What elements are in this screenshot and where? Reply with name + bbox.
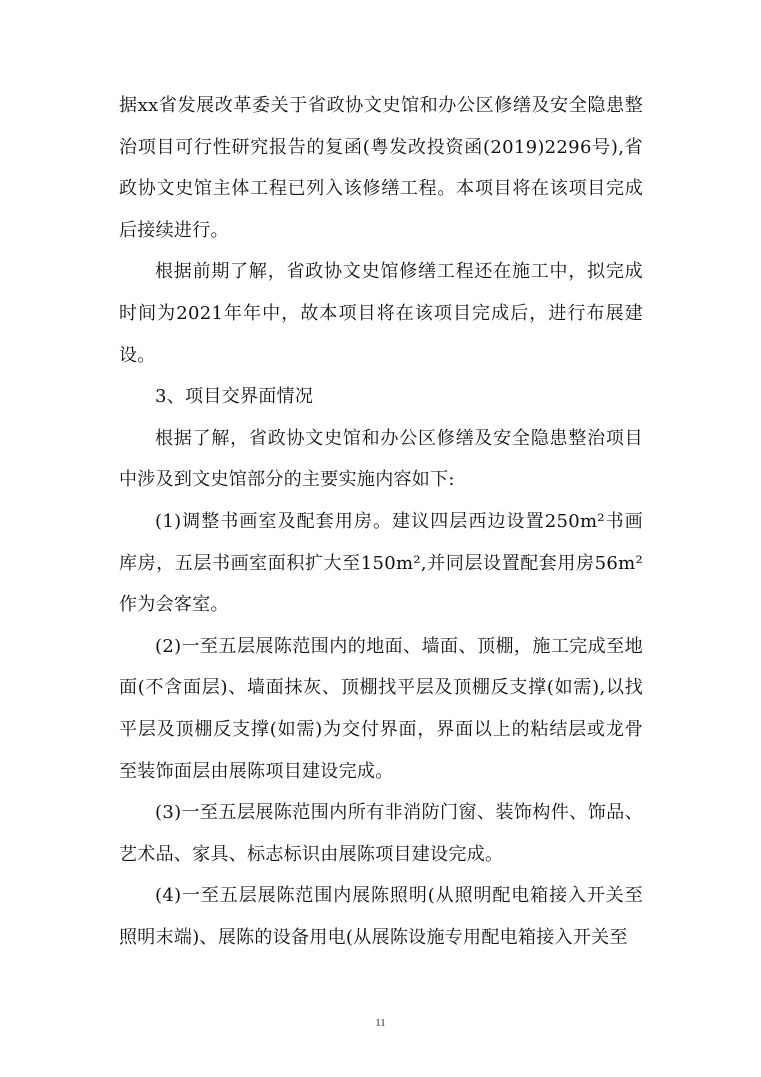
page-number: 11 [375, 1017, 386, 1029]
section-heading: 3、项目交界面情况 [155, 386, 314, 408]
list-item-1: (1)调整书画室及配套用房。建议四层西边设置250m²书画库房，五层书画室面积扩大至150m²,并同层设置配套用房56m²作为会客室。 [119, 510, 643, 616]
list-item-2: (2)一至五层展陈范围内的地面、墙面、顶棚，施工完成至地面(不含面层)、墙面抹灰、顶棚找平层及顶棚反支撑(如需),以找平层及顶棚反支撑(如需)为交付界面，界面以上的粘结层或龙骨至装饰面层由展陈项目建设完成。 [119, 635, 643, 782]
list-item-4: (4)一至五层展陈范围内展陈照明(从照明配电箱接入开关至照明末端)、展陈的设备用电(从展陈设施专用配电箱接入开关至 [119, 885, 643, 948]
paragraph-1: 据xx省发展改革委关于省政协文史馆和办公区修缮及安全隐患整治项目可行性研究报告的复函(粤发改投资函(2019)2296号),省政协文史馆主体工程已列入该修缮工程。本项目将在该项目完成后接续进行。 [119, 95, 643, 241]
list-item-3: (3)一至五层展陈范围内所有非消防门窗、装饰构件、饰品、艺术品、家具、标志标识由展陈项目建设完成。 [119, 802, 643, 865]
document-body [119, 85, 643, 958]
paragraph-2: 根据前期了解，省政协文史馆修缮工程还在施工中，拟完成时间为2021年年中，故本项目将在该项目完成后，进行布展建设。 [119, 261, 643, 366]
paragraph-4: 根据了解，省政协文史馆和办公区修缮及安全隐患整治项目中涉及到文史馆部分的主要实施内容如下: [119, 427, 643, 491]
